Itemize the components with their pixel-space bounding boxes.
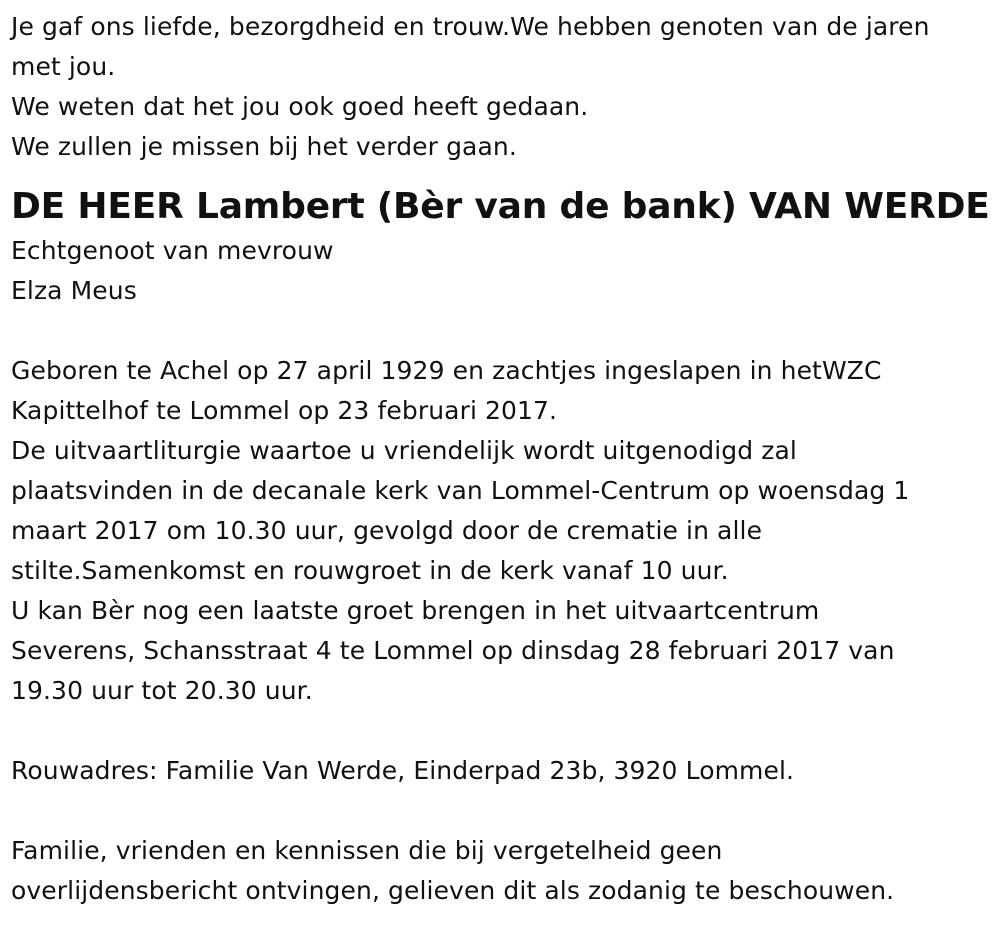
details-line: Severens, Schansstraat 4 te Lommel op dinsdag 28 februari 2017 van xyxy=(11,636,895,665)
closing-line: Familie, vrienden en kennissen die bij vergetelheid geen xyxy=(11,836,723,865)
poem-line: Je gaf ons liefde, bezorgdheid en trouw.We hebben genoten van de jaren xyxy=(11,12,930,41)
obituary-document xyxy=(11,7,991,911)
poem-section xyxy=(11,7,991,167)
details-line: U kan Bèr nog een laatste groet brengen in het uitvaartcentrum xyxy=(11,596,820,625)
deceased-name: DE HEER Lambert (Bèr van de bank) VAN WERDE xyxy=(11,186,990,227)
closing-section xyxy=(11,831,991,911)
poem-line: We weten dat het jou ook goed heeft gedaan. xyxy=(11,92,589,121)
details-line: Kapittelhof te Lommel op 23 februari 2017. xyxy=(11,396,558,425)
details-line: plaatsvinden in de decanale kerk van Lommel-Centrum op woensdag 1 xyxy=(11,476,910,505)
mourning-address: Rouwadres: Familie Van Werde, Einderpad 23b, 3920 Lommel. xyxy=(11,756,795,785)
poem-line: We zullen je missen bij het verder gaan. xyxy=(11,132,517,161)
details-line: De uitvaartliturgie waartoe u vriendelijk wordt uitgenodigd zal xyxy=(11,436,797,465)
details-line: maart 2017 om 10.30 uur, gevolgd door de crematie in alle xyxy=(11,516,763,545)
details-section xyxy=(11,351,991,711)
spacer xyxy=(11,711,991,751)
spacer xyxy=(11,791,991,831)
spacer xyxy=(11,311,991,351)
spouse-label: Echtgenoot van mevrouw xyxy=(11,236,334,265)
details-line: stilte.Samenkomst en rouwgroet in de kerk vanaf 10 uur. xyxy=(11,556,729,585)
poem-line: met jou. xyxy=(11,52,116,81)
details-line: 19.30 uur tot 20.30 uur. xyxy=(11,676,313,705)
details-line: Geboren te Achel op 27 april 1929 en zachtjes ingeslapen in hetWZC xyxy=(11,356,882,385)
closing-line: overlijdensbericht ontvingen, gelieven dit als zodanig te beschouwen. xyxy=(11,876,895,905)
spouse-name: Elza Meus xyxy=(11,276,137,305)
